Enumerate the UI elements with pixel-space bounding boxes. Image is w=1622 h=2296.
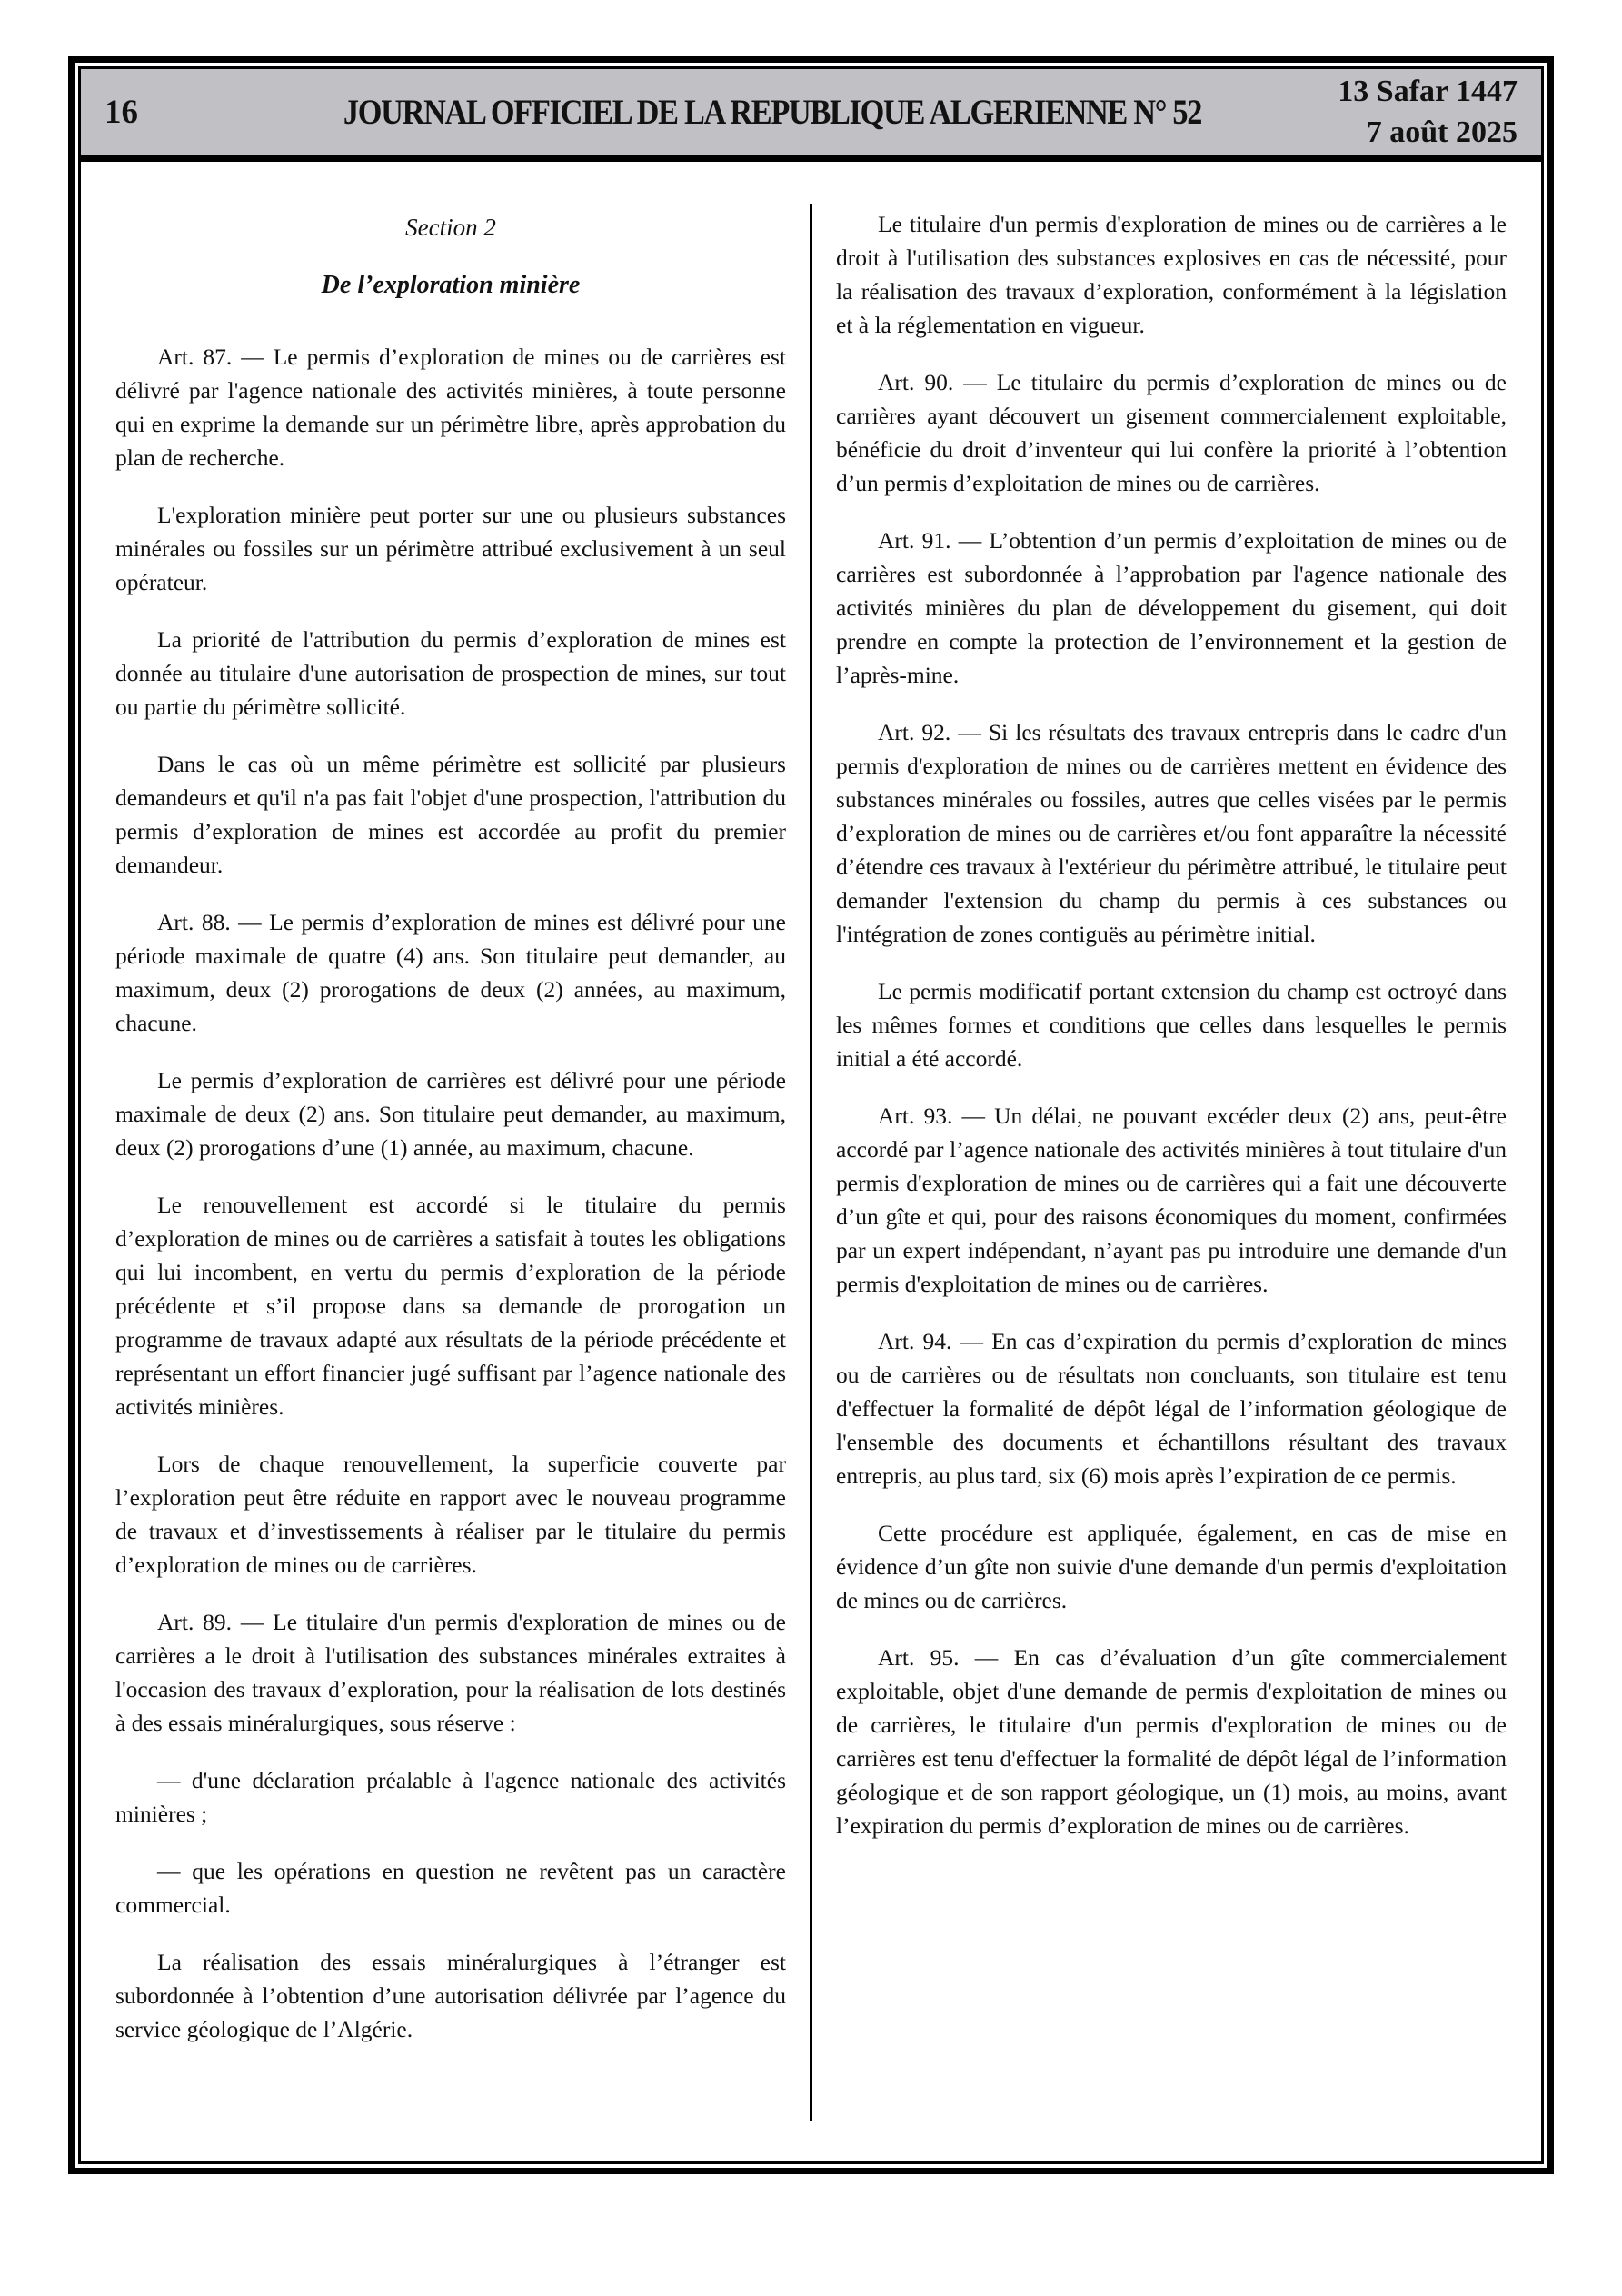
paragraph: Art. 95. — En cas d’évaluation d’un gîte commercialement exploitable, objet d'une demande de permis d'exploitation de mines ou de carrières, le titulaire d'un permis d'exploration de mines ou de carrières est tenu d'effectuer la formalité de dépôt légal de l’information géologique et de son rapport géologique, un (1) mois, au moins, avant l’expiration du permis d’exploration de mines ou de carrières. [836, 1644, 1507, 1839]
column-left [115, 162, 786, 2161]
paragraph: Le permis modificatif portant extension du champ est octroyé dans les mêmes formes et conditions que celles dans lesquelles le permis initial a été accordé. [836, 978, 1507, 1072]
column-divider [810, 204, 812, 2121]
paragraph: Le permis d’exploration de carrières est délivré pour une période maximale de deux (2) ans. Son titulaire peut demander, au maximum, deux (2) prorogations d’une (1) année, au maximum, chacune. [115, 1067, 786, 1161]
paragraph: Art. 89. — Le titulaire d'un permis d'exploration de mines ou de carrières a le droit à l'utilisation des substances minérales extraites à l'occasion des travaux d’exploration, pour la réalisation de lots destinés à des essais minéralurgiques, sous réserve : [115, 1609, 786, 1736]
header-dates [1304, 72, 1518, 154]
paragraph: Art. 91. — L’obtention d’un permis d’exploitation de mines ou de carrières est subordonnée à l’approbation par l'agence nationale des activités minières du plan de développement du gisement, qui doit prendre en compte la protection de l’environnement et la gestion de l’après-mine. [836, 527, 1507, 688]
paragraph: La priorité de l'attribution du permis d’exploration de mines est donnée au titulaire d'une autorisation de prospection de mines, sur tout ou partie du périmètre sollicité. [115, 626, 786, 720]
journal-title: JOURNAL OFFICIEL DE LA REPUBLIQUE ALGERIENNE N° 52 [343, 93, 1202, 132]
section-title: De l’exploration minière [321, 271, 581, 299]
paragraph: — que les opérations en question ne revêtent pas un caractère commercial. [115, 1858, 786, 1918]
paragraph: Art. 93. — Un délai, ne pouvant excéder deux (2) ans, peut-être accordé par l’agence nationale des activités minières à tout titulaire d'un permis d'exploration de mines ou de carrières qui a fait une découverte d’un gîte et qui, pour des raisons économiques du moment, confirmées par un expert indépendant, n’ayant pas pu introduire une demande d'un permis d'exploitation de mines ou de carrières. [836, 1103, 1507, 1297]
paragraph: — d'une déclaration préalable à l'agence nationale des activités minières ; [115, 1767, 786, 1827]
paragraph: Art. 92. — Si les résultats des travaux entrepris dans le cadre d'un permis d'exploration de mines ou de carrières mettent en évidence des substances minérales ou fossiles, autres que celles visées par le permis d’exploration de mines ou de carrières et/ou font apparaître la nécessité d’étendre ces travaux à l'extérieur du périmètre attribué, le titulaire peut demander l'extension du champ du permis à ces substances ou l'intégration de zones contiguës au périmètre initial. [836, 719, 1507, 947]
paragraph: Lors de chaque renouvellement, la superficie couverte par l’exploration peut être réduite en rapport avec le nouveau programme de travaux et d’investissements à réaliser par le titulaire du permis d’exploration de mines ou de carrières. [115, 1451, 786, 1578]
paragraph: Le renouvellement est accordé si le titulaire du permis d’exploration de mines ou de carrières a satisfait à toutes les obligations qui lui incombent, en vertu du permis d’exploration de la période précédente et s’il propose dans sa demande de prorogation un programme de travaux adapté aux résultats de la période précédente et représentant un effort financier jugé suffisant par l’agence nationale des activités minières. [115, 1192, 786, 1420]
paragraph: Dans le cas où un même périmètre est sollicité par plusieurs demandeurs et qu'il n'a pas fait l'objet d'une prospection, l'attribution du permis d’exploration de mines est accordée au profit du premier demandeur. [115, 751, 786, 878]
paragraph: Art. 87. — Le permis d’exploration de mines ou de carrières est délivré par l'agence nationale des activités minières, à toute personne qui en exprime la demande sur un périmètre libre, après approbation du plan de recherche. [115, 344, 786, 471]
page-number: 16 [104, 94, 138, 131]
column-right [836, 162, 1507, 2161]
paragraph: La réalisation des essais minéralurgiques à l’étranger est subordonnée à l’obtention d’une autorisation délivrée par l’agence du service géologique de l’Algérie. [115, 1949, 786, 2042]
page-body [81, 162, 1541, 2161]
paragraph: Le titulaire d'un permis d'exploration de mines ou de carrières a le droit à l'utilisation des substances explosives en cas de nécessité, pour la réalisation des travaux d’exploration, conformément à la législation et à la réglementation en vigueur. [836, 211, 1507, 338]
page-header [81, 69, 1541, 162]
page-frame [68, 56, 1554, 2174]
paragraph: Cette procédure est appliquée, également, en cas de mise en évidence d’un gîte non suivie d'une demande d'un permis d'exploitation de mines ou de carrières. [836, 1520, 1507, 1613]
date-gregorian: 7 août 2025 [1366, 115, 1518, 149]
paragraph: Art. 88. — Le permis d’exploration de mines est délivré pour une période maximale de quatre (4) ans. Son titulaire peut demander, au maximum, deux (2) prorogations de deux (2) années, au maximum, chacune. [115, 909, 786, 1036]
date-hijri: 13 Safar 1447 [1338, 74, 1518, 108]
section-label: Section 2 [405, 214, 496, 241]
page-inner-frame [78, 66, 1544, 2164]
paragraph: L'exploration minière peut porter sur une ou plusieurs substances minérales ou fossiles sur un périmètre attribué exclusivement à un seul opérateur. [115, 502, 786, 595]
paragraph: Art. 94. — En cas d’expiration du permis d’exploration de mines ou de carrières ou de résultats non concluants, son titulaire est tenu d'effectuer la formalité de dépôt légal de l’information géologique de l'ensemble des documents et échantillons résultant des travaux entrepris, au plus tard, six (6) mois après l’expiration de ce permis. [836, 1328, 1507, 1489]
paragraph: Art. 90. — Le titulaire du permis d’exploration de mines ou de carrières ayant découvert un gisement commercialement exploitable, bénéficie du droit d’inventeur qui lui confère la priorité à l’obtention d’un permis d’exploitation de mines ou de carrières. [836, 369, 1507, 496]
